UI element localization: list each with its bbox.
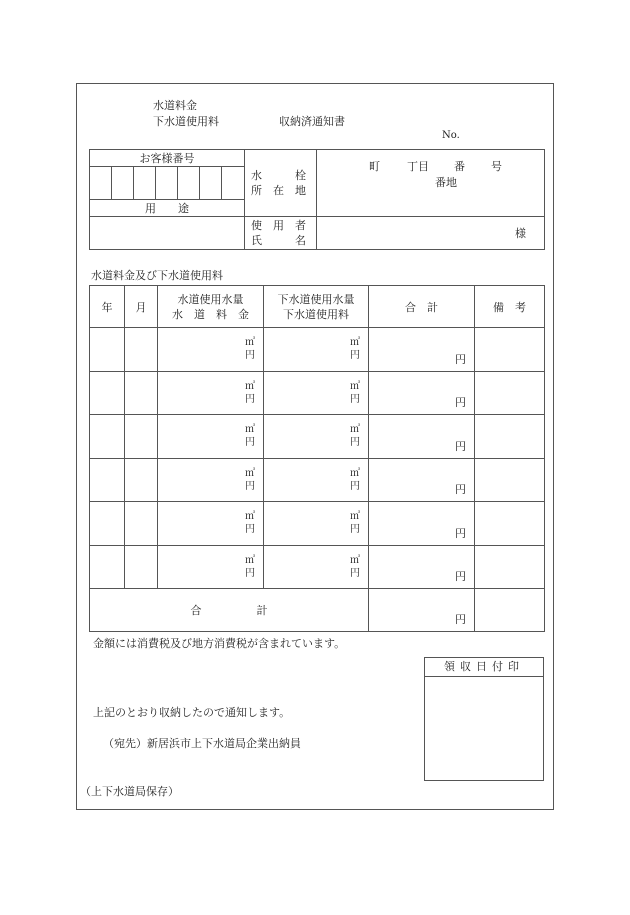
volume-unit: ㎥ [245,467,255,479]
water-cell [158,328,264,372]
volume-unit: ㎥ [245,424,255,436]
total-cell [369,545,475,589]
header-month: 月 [125,286,158,328]
customer-number-digit-3 [134,167,156,200]
month-cell [125,502,158,546]
volume-unit: ㎥ [350,380,360,392]
remarks-cell [475,328,545,372]
fee-row [90,458,545,502]
volume-unit: ㎥ [245,337,255,349]
address-chome: 丁目 [407,160,429,173]
total-cell [369,458,475,502]
notice-text: 上記のとおり収納したので通知します。 [93,706,291,719]
fee-sum-row [90,589,545,632]
month-cell [125,458,158,502]
customer-number-digit-1 [90,167,112,200]
year-cell [90,415,125,459]
honorific-sama: 様 [515,227,526,240]
yen-unit: 円 [350,350,360,362]
header-total: 合 計 [369,286,475,328]
storage-note: （上下水道局保存） [80,785,179,798]
yen-unit: 円 [350,480,360,492]
yen-unit: 円 [245,350,255,362]
yen-unit: 円 [245,437,255,449]
month-cell [125,328,158,372]
location-label-line1: 水 栓 [251,169,306,182]
usage-label: 用 途 [90,200,245,217]
yen-unit: 円 [455,526,466,540]
yen-unit: 円 [455,396,466,409]
header-sewer [264,286,369,328]
customer-number-digit-2 [112,167,134,200]
year-cell [90,328,125,372]
total-cell [369,371,475,415]
volume-unit: ㎥ [350,554,360,566]
address-go: 号 [491,160,502,173]
title-sewer-fee: 下水道使用料 [153,115,219,128]
header-water-volume: 水道使用水量 [177,292,244,306]
yen-unit: 円 [245,567,255,579]
sewer-cell [264,545,369,589]
customer-number-digit-7 [222,167,245,200]
usage-value [90,217,245,250]
water-cell [158,545,264,589]
sewer-cell [264,371,369,415]
yen-unit: 円 [245,480,255,492]
header-water [158,286,264,328]
sum-label: 合 計 [90,589,369,632]
yen-unit: 円 [245,524,255,536]
sewer-cell [264,328,369,372]
fee-row [90,415,545,459]
receipt-date-stamp-box [424,657,544,781]
user-name-label-line1: 使 用 者 [251,219,306,232]
location-label [245,150,317,217]
total-cell [369,328,475,372]
yen-unit: 円 [245,393,255,405]
stamp-title: 領収日付印 [425,658,543,677]
remarks-cell [475,371,545,415]
month-cell [125,545,158,589]
fee-row [90,545,545,589]
fee-row [90,502,545,546]
yen-unit: 円 [455,439,466,453]
yen-unit: 円 [350,567,360,579]
sewer-cell [264,502,369,546]
addressee-text: （宛先）新居浜市上下水道局企業出納員 [103,737,301,750]
yen-unit: 円 [350,524,360,536]
document-title: 収納済通知書 [279,115,345,128]
number-label: No. [442,130,460,141]
volume-unit: ㎥ [350,467,360,479]
remarks-cell [475,458,545,502]
fee-section-title: 水道料金及び下水道使用料 [91,269,223,282]
total-cell [369,415,475,459]
fee-table [89,285,545,632]
user-name-label [245,217,317,250]
volume-unit: ㎥ [350,337,360,349]
customer-number-digit-5 [178,167,200,200]
volume-unit: ㎥ [245,380,255,392]
water-cell [158,415,264,459]
water-cell [158,458,264,502]
yen-unit: 円 [455,352,466,366]
sum-yen-unit: 円 [455,613,466,626]
address-cho: 町 [369,160,380,173]
header-water-fee: 水 道 料 金 [172,307,249,321]
sewer-cell [264,415,369,459]
month-cell [125,415,158,459]
address-ban: 番 [454,160,465,173]
location-label-line2: 所 在 地 [251,184,306,197]
total-cell [369,502,475,546]
header-sewer-fee: 下水道使用料 [283,307,349,321]
remarks-cell [475,502,545,546]
water-cell [158,371,264,415]
fee-row [90,371,545,415]
year-cell [90,545,125,589]
location-value [317,150,545,217]
volume-unit: ㎥ [245,554,255,566]
sewer-cell [264,458,369,502]
user-name-value [317,217,545,250]
tax-note: 金額には消費税及び地方消費税が含まれています。 [93,637,346,650]
water-cell [158,502,264,546]
fee-row [90,328,545,372]
year-cell [90,458,125,502]
header-year: 年 [90,286,125,328]
yen-unit: 円 [350,437,360,449]
header-sewer-volume: 下水道使用水量 [277,292,355,306]
remarks-cell [475,415,545,459]
volume-unit: ㎥ [245,511,255,523]
customer-number-digit-4 [156,167,178,200]
year-cell [90,502,125,546]
customer-number-digit-6 [200,167,222,200]
month-cell [125,371,158,415]
sum-total-cell [369,589,475,632]
title-water-fee: 水道料金 [153,99,197,112]
volume-unit: ㎥ [350,424,360,436]
year-cell [90,371,125,415]
sum-remarks-cell [475,589,545,632]
remarks-cell [475,545,545,589]
yen-unit: 円 [455,570,466,583]
yen-unit: 円 [455,483,466,496]
header-remarks: 備 考 [475,286,545,328]
user-name-label-line2: 氏 名 [251,234,306,247]
customer-info-table [89,149,545,250]
yen-unit: 円 [350,393,360,405]
fee-table-header [90,286,545,328]
volume-unit: ㎥ [350,511,360,523]
address-banchi: 番地 [435,176,457,189]
customer-number-label: お客様番号 [90,150,245,167]
